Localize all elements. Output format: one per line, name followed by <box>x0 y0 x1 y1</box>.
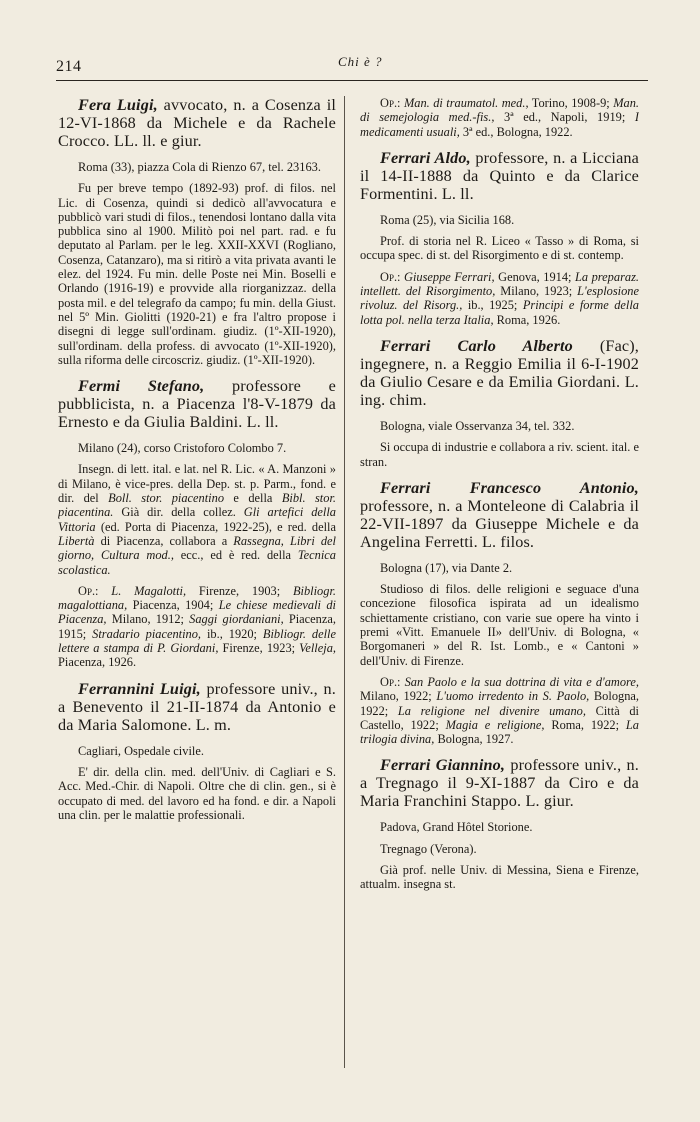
entry-heading-text: professore, n. a Monteleone di Calabria il 22-VII-1897 da Giuseppe Michele e da Angelina Ferretti. L. filos. <box>360 496 639 551</box>
entry-heading <box>360 756 639 810</box>
entry-biography: Si occupa di industrie e collabora a riv. scient. ital. e stran. <box>360 440 639 469</box>
entry-ferrari-aldo <box>360 149 639 327</box>
entry-works <box>360 270 639 327</box>
work-title: Principi e forme della lotta pol. nella terza Italia, <box>360 298 639 327</box>
entry-address: Roma (33), piazza Cola di Rienzo 67, tel. 23163. <box>78 160 321 174</box>
entry-heading <box>58 96 336 150</box>
work-pub: Bologna, 1927. <box>434 732 514 747</box>
entry-address: Padova, Grand Hôtel Storione. <box>380 820 533 835</box>
work-title: L'uomo irredento in S. Paolo, <box>436 689 590 704</box>
work-title: Man. di semejologia med.-fis., <box>360 96 639 125</box>
work-title: San Paolo e la sua dottrina di vita e d'amore, <box>400 674 639 689</box>
entry-ferrari-giannino <box>360 756 639 891</box>
entry-heading-text: professore, n. a Licciana il 14-II-1888 da Quinto e da Clarice Formentini. L. ll. <box>360 148 639 203</box>
entry-continuation <box>360 96 639 139</box>
works-label: Op.: <box>380 96 401 110</box>
entry-address: Bologna (17), via Dante 2. <box>380 560 513 575</box>
page-number: 214 <box>56 58 82 75</box>
entry-address: Roma (25), via Sicilia 168. <box>380 212 515 227</box>
work-title: Bibliogr. magalottiana, <box>58 583 336 613</box>
entry-works <box>360 96 639 139</box>
work-title: Magia e religione, <box>445 717 545 732</box>
entry-fera-luigi <box>58 96 336 367</box>
entry-name: Ferrari Aldo, <box>380 148 471 167</box>
entry-biography: Già prof. nelle Univ. di Messina, Siena e Firenze, attualm. insegna st. <box>360 863 639 892</box>
work-pub: Piacenza, 1915; <box>58 612 336 641</box>
bio-title: Rassegna, Libri del giorno, Cultura mod., <box>58 533 336 563</box>
work-title: Saggi giordaniani, <box>189 612 284 627</box>
work-pub: Milano, 1912; <box>106 612 190 627</box>
work-pub: Milano, 1922; <box>360 689 437 704</box>
entry-biography: Fu per breve tempo (1892-93) prof. di filos. nel Lic. di Cosenza, quindi si dedicò all'avvocatura e pubblicò vari studi di filos., tenendosi lontano dalla vita pubblica sino al 1900. Militò poi nel part. rad. e fu deputato al Parlam. per le leg. XXII-XXVI (Rogliano, Cosenza, Catanzaro), ma si ritirò a vita privata avanti le elez. del 1924. Fu min. delle Poste nei Min. Boselli e Orlando (1916-19) e provvide alla riorganizzaz. della posta mil. e del telegrafo da campo; fu min. della Giust. nel 5º Min. Giolitti (1920-21) e fra l'altro propose i disegni di legge sull'ordinam. giudiz. (1º-XII-1920), sull'ordinam. della profess. di avvocato (1º-XII-1920), sulla riforma delle circoscriz. giudiz. (1º-XII-1920). <box>58 181 336 367</box>
work-title: La religione nel divenire umano, <box>397 703 586 718</box>
bio-text: ecc., ed è red. della <box>173 548 298 563</box>
work-pub: 3ª ed., Napoli, 1919; <box>494 110 635 125</box>
entry-works <box>58 584 336 670</box>
bio-title: Gli artefici della Vittoria <box>58 505 336 534</box>
entry-name: Ferrannini Luigi, <box>78 679 201 698</box>
work-title: La preparaz. intellett. del Risorgimento, <box>360 269 639 299</box>
column-divider <box>344 96 345 1068</box>
entry-heading <box>360 337 639 409</box>
entry-works <box>360 675 639 746</box>
entry-ferrari-francesco-antonio <box>360 479 639 747</box>
bio-text: Già dir. della collez. <box>113 505 244 520</box>
work-pub: Milano, 1923; <box>495 284 578 299</box>
work-title: Man. di traumatol. med., <box>400 96 529 110</box>
work-title: I medicamenti usuali, <box>360 110 639 139</box>
work-pub: Bologna, 1922; <box>360 689 639 718</box>
entry-name: Ferrari Giannino, <box>380 756 506 775</box>
work-pub: Firenze, 1903; <box>186 583 293 598</box>
entry-name: Fermi Stefano, <box>78 377 205 396</box>
entry-address: Cagliari, Ospedale civile. <box>78 743 204 758</box>
bio-title: Libertà <box>58 533 95 548</box>
header-rule <box>56 80 648 81</box>
bio-text: Insegn. di lett. ital. e lat. nel R. Lic. « A. Manzoni » di Milano, è vice-pres. della Dep. st. p. Parm., fond. e dir. del <box>58 462 336 506</box>
work-pub: Roma, 1926. <box>493 312 561 327</box>
work-title: Le chiese medievali di Piacenza, <box>58 598 336 627</box>
work-pub: ib., 1920; <box>201 626 263 641</box>
entry-heading <box>58 377 336 431</box>
work-pub: Piacenza, 1926. <box>58 655 137 670</box>
bio-text: e della <box>224 491 282 506</box>
works-label: Op.: <box>78 583 99 598</box>
works-label: Op.: <box>380 269 401 284</box>
work-title: Bibliogr. delle lettere a stampa di P. Giordani, <box>58 626 336 656</box>
entry-heading <box>360 149 639 203</box>
work-title: Stradario piacentino, <box>92 626 202 641</box>
bio-title: Bibl. stor. piacentina. <box>58 491 336 520</box>
entry-biography: Studioso di filos. delle religioni e seguace d'una concezione filosofica ispirata ad un idealismo schiettamente cristiano, con varie sue opere ha vinto i premi «Vitt. Emanuele II» dell'Univ. di Bologna, « Borgomaneri » del R. Ist. Lomb., e « Cantoni » dell'Univ. di Firenze. <box>360 582 639 668</box>
page-header <box>56 52 644 80</box>
work-title: La trilogia divina, <box>360 717 639 747</box>
entry-heading <box>58 680 336 734</box>
entry-address: Bologna, viale Osservanza 34, tel. 332. <box>380 418 575 433</box>
entry-heading-text: professore univ., n. a Tregnago il 9-XI-1887 da Ciro e da Maria Franchini Stappo. L. giur. <box>360 756 639 811</box>
right-column <box>360 96 639 902</box>
works-label: Op.: <box>380 674 401 689</box>
entry-heading-text: professore univ., n. a Benevento il 21-II-1874 da Antonio e da Maria Salomone. L. m. <box>58 679 336 734</box>
work-pub: ib., 1925; <box>462 298 523 313</box>
entry-name: Ferrari Carlo Alberto <box>380 336 573 355</box>
entry-ferrannini-luigi <box>58 680 336 822</box>
left-column <box>58 96 336 832</box>
work-pub: 3ª ed., Bologna, 1922. <box>459 124 573 139</box>
bio-title: Tecnica scolastica. <box>58 548 336 577</box>
entry-heading-text: (Fac), ingegnere, n. a Reggio Emilia il 6-I-1902 da Giulio Cesare e da Emilia Giordani. L. ing. chim. <box>360 336 639 409</box>
entry-name: Ferrari Francesco Antonio, <box>380 478 639 497</box>
work-title: Giuseppe Ferrari, <box>400 269 495 284</box>
bio-title: Boll. stor. piacentino <box>108 491 225 506</box>
entry-heading-text: professore e pubblicista, n. a Piacenza l'8-V-1879 da Ernesto e da Giulia Baldini. L. ll. <box>58 377 336 432</box>
entry-address: Milano (24), corso Cristoforo Colombo 7. <box>78 441 287 456</box>
entry-name: Fera Luigi, <box>78 96 158 114</box>
entry-fermi-stefano <box>58 377 336 669</box>
work-pub: Città di Castello, 1922; <box>360 703 639 732</box>
work-pub: Firenze, 1923; <box>218 641 300 656</box>
entry-address-secondary: Tregnago (Verona). <box>380 841 477 856</box>
work-title: L. Magalotti, <box>98 583 187 598</box>
bio-text: (ed. Porta di Piacenza, 1922-25), e red. della <box>95 519 336 534</box>
work-title: L'esplosione rivoluz. del Risorg., <box>360 284 639 313</box>
entry-ferrari-carlo-alberto <box>360 337 639 469</box>
entry-heading <box>360 479 639 551</box>
entry-biography: Prof. di storia nel R. Liceo « Tasso » di Roma, si occupa spec. di st. del Risorgimento e di st. contemp. <box>360 234 639 263</box>
entry-biography <box>58 462 336 576</box>
bio-text: di Piacenza, collabora a <box>94 533 234 548</box>
work-pub: Roma, 1922; <box>544 717 626 732</box>
entry-biography: E' dir. della clin. med. dell'Univ. di Cagliari e S. Acc. Med.-Chir. di Napoli. Oltre che di clin. gen., si è occupato di med. del lavoro ed ha fond. e dir. a Napoli una clin. per le malattie professionali. <box>58 764 336 822</box>
running-head: Chi è ? <box>338 54 383 69</box>
entry-heading-text: avvocato, n. a Cosenza il 12-VI-1868 da Michele e da Rachele Crocco. LL. ll. e giur. <box>58 96 336 150</box>
work-pub: Genova, 1914; <box>494 269 576 284</box>
work-pub: Torino, 1908-9; <box>528 96 614 110</box>
work-pub: Piacenza, 1904; <box>127 598 219 613</box>
work-title: Velleja, <box>299 641 336 656</box>
